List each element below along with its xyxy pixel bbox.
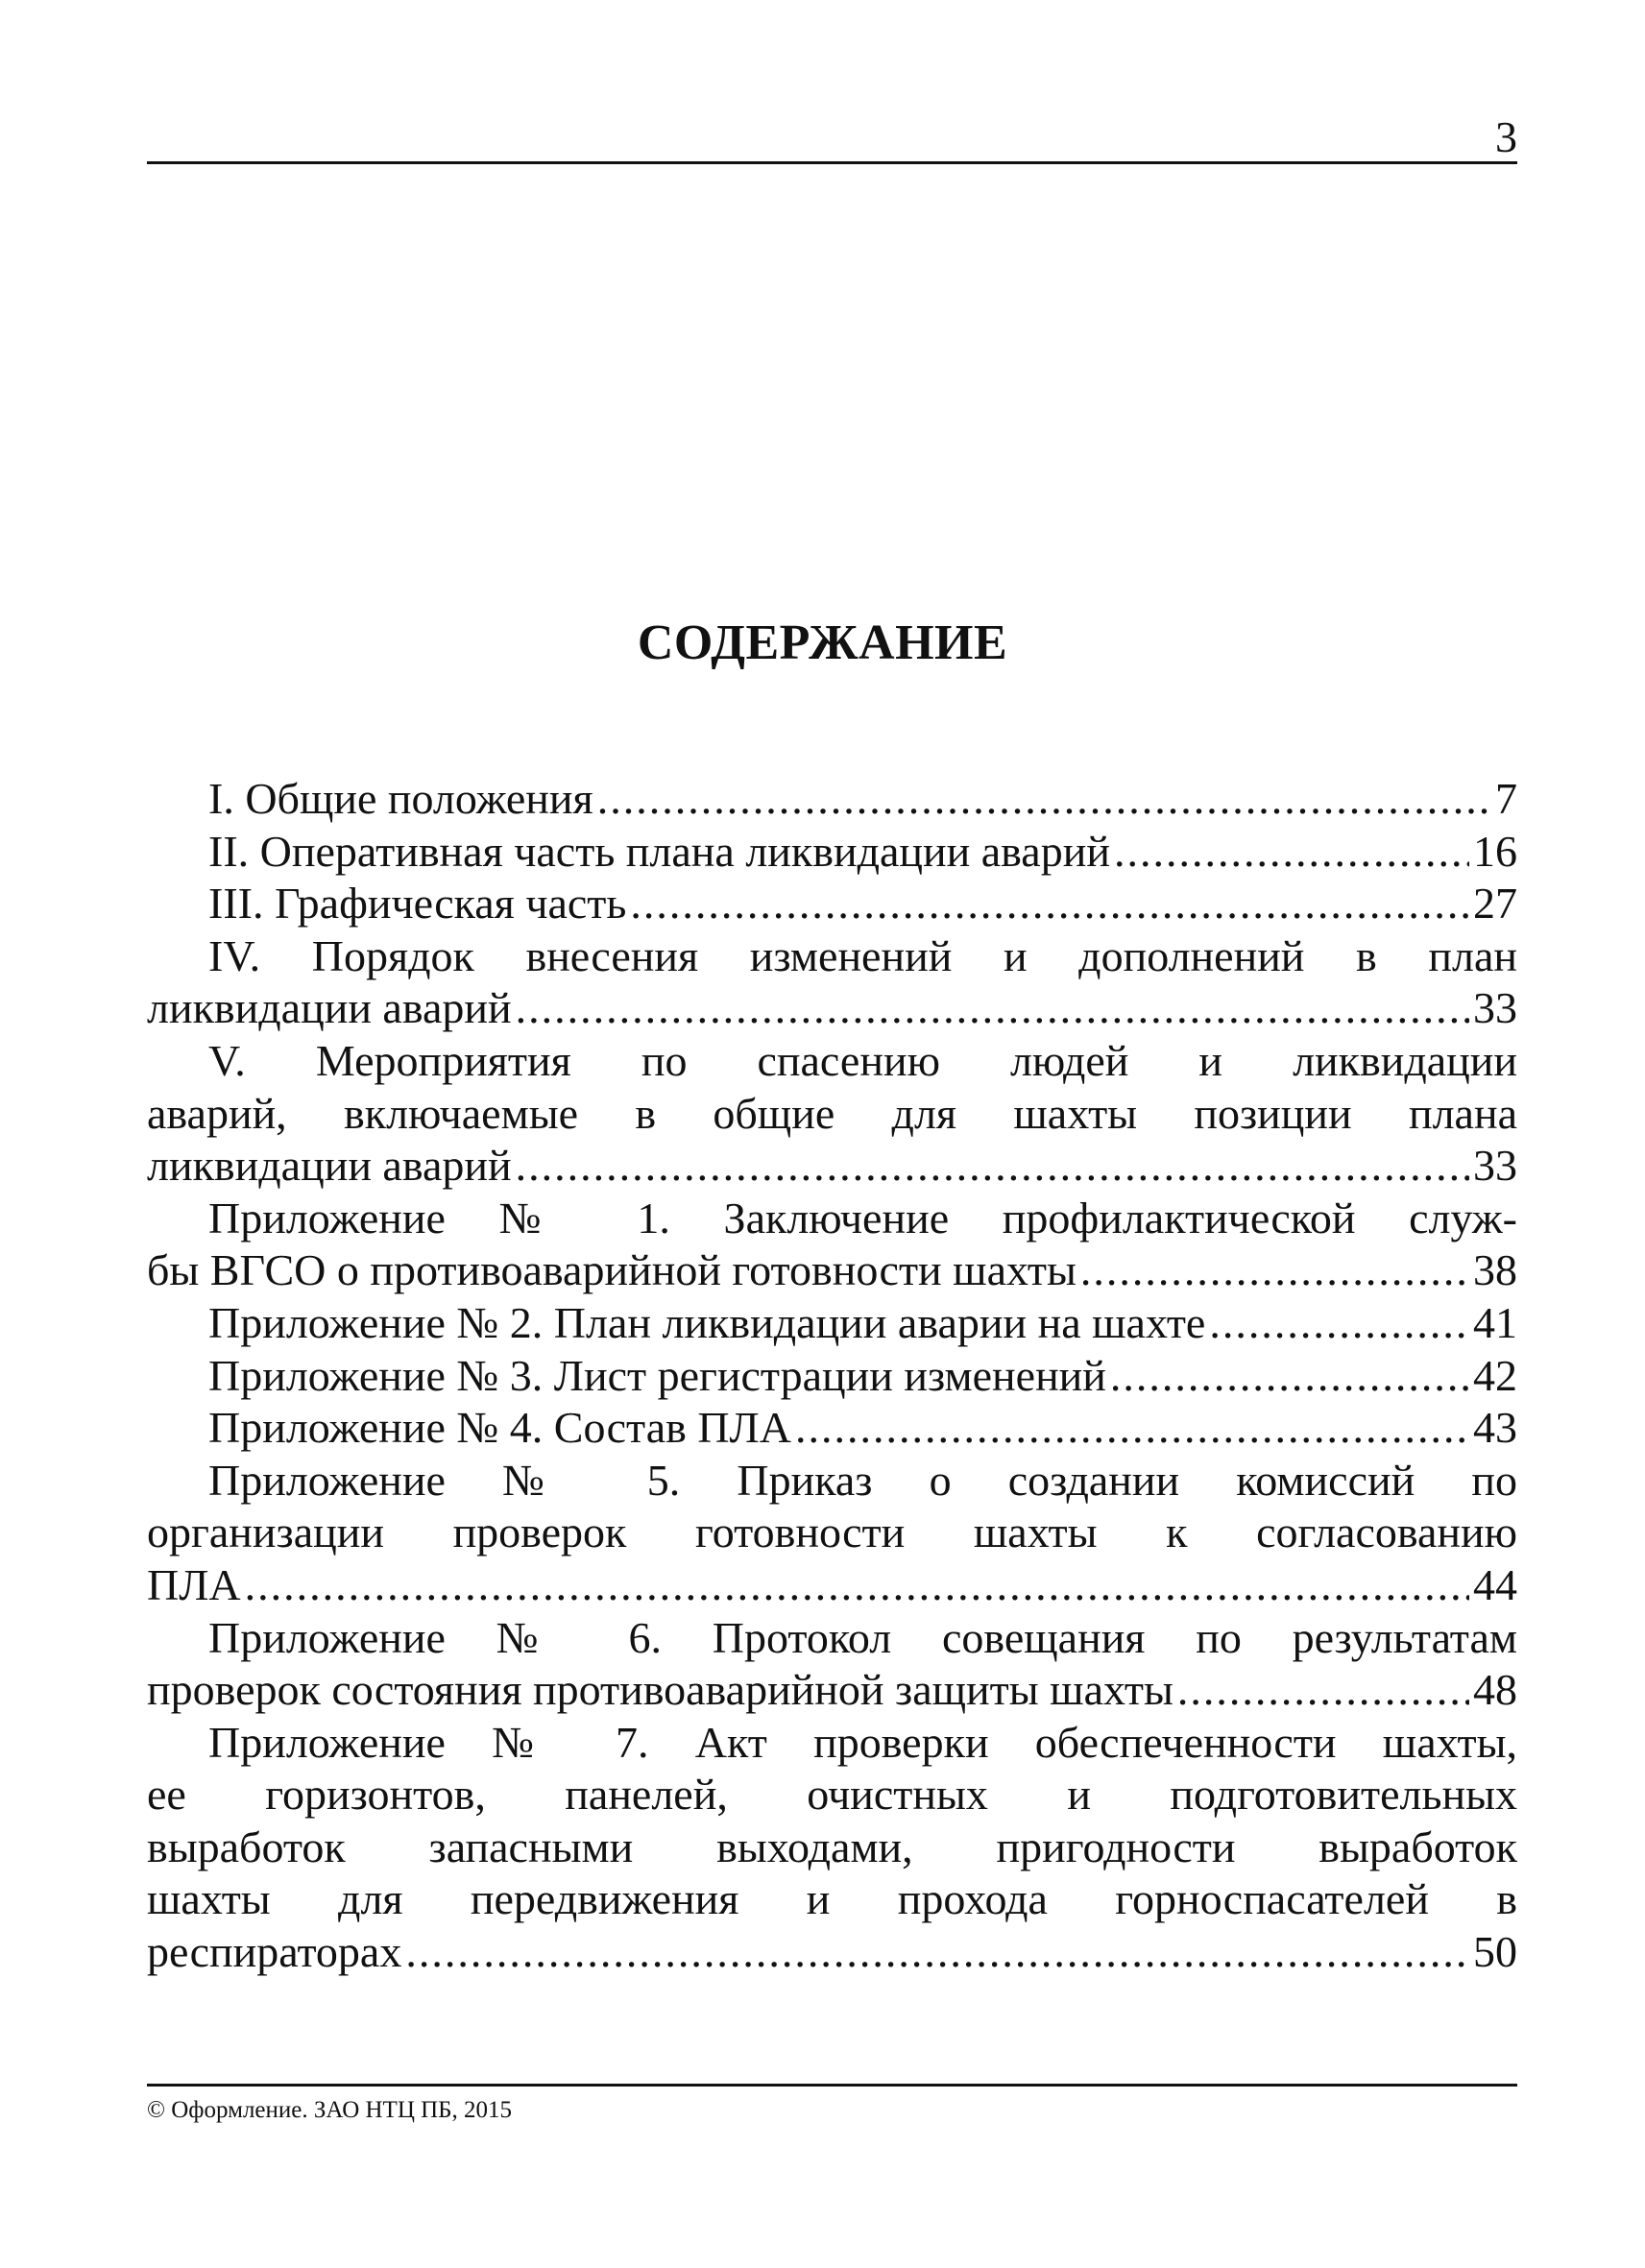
toc-page-number: 43	[1473, 1403, 1517, 1453]
toc-entry-last-line	[147, 1140, 1517, 1193]
toc-entry-last-line	[147, 1559, 1517, 1612]
toc-page-number: 33	[1473, 983, 1517, 1033]
toc-entry	[147, 1350, 1517, 1403]
dot-leader	[1209, 1297, 1469, 1350]
toc-page-number: 41	[1473, 1297, 1517, 1347]
footer-copyright: © Оформление. ЗАО НТЦ ПБ, 2015	[147, 2097, 513, 2123]
toc-entry-text: организации проверок готовности шахты к согласованию	[147, 1508, 1517, 1557]
dot-leader	[1114, 826, 1469, 879]
toc-entry-line	[147, 1035, 1517, 1088]
toc-page-number: 27	[1473, 879, 1517, 929]
table-of-contents	[147, 773, 1517, 1979]
toc-entry-line	[147, 1612, 1517, 1665]
toc-entry-line	[147, 1193, 1517, 1245]
toc-entry-text: Приложение № 6. Протокол совещания по результатам	[208, 1612, 1517, 1662]
footer-rule	[147, 2084, 1517, 2087]
toc-page-number: 38	[1473, 1245, 1517, 1295]
toc-entry-last-line	[147, 1244, 1517, 1297]
toc-entry	[147, 1297, 1517, 1350]
toc-page-number: 42	[1473, 1350, 1517, 1400]
dot-leader	[516, 982, 1469, 1035]
toc-entry	[147, 878, 1517, 930]
toc-entry-last-line	[147, 1350, 1517, 1403]
toc-page-number: 48	[1473, 1665, 1517, 1715]
toc-entry	[147, 1035, 1517, 1193]
page-number: 3	[1495, 112, 1517, 161]
toc-entry-last-line	[147, 826, 1517, 879]
dot-leader	[245, 1559, 1469, 1612]
toc-entry-text: Приложение № 4. Состав ПЛА	[208, 1403, 791, 1453]
toc-entry-text: ликвидации аварий	[147, 983, 512, 1033]
dot-leader	[630, 878, 1469, 930]
toc-entry-text: шахты для передвижения и прохода горноспасателей в	[147, 1874, 1517, 1924]
toc-entry-text: ее горизонтов, панелей, очистных и подготовительных	[147, 1770, 1517, 1820]
toc-entry-text: Приложение № 7. Акт проверки обеспеченности шахты,	[208, 1717, 1517, 1767]
toc-entry-last-line	[147, 1402, 1517, 1455]
toc-entry	[147, 1193, 1517, 1297]
toc-entry	[147, 773, 1517, 826]
toc-entry	[147, 1717, 1517, 1979]
dot-leader	[795, 1402, 1469, 1455]
toc-entry-text: Приложение № 2. План ликвидации аварии на шахте	[208, 1297, 1206, 1347]
toc-entry-line	[147, 1873, 1517, 1926]
toc-entry	[147, 930, 1517, 1035]
toc-page-number: 44	[1473, 1559, 1517, 1609]
toc-entry-text: ликвидации аварий	[147, 1141, 512, 1191]
toc-entry-line	[147, 930, 1517, 983]
toc-entry-last-line	[147, 982, 1517, 1035]
toc-entry-text: Приложение № 3. Лист регистрации изменений	[208, 1350, 1106, 1400]
dot-leader	[1177, 1664, 1469, 1717]
toc-entry-text: IV. Порядок внесения изменений и дополнений в план	[208, 930, 1517, 980]
toc-entry-line	[147, 1822, 1517, 1874]
toc-page-number: 33	[1473, 1141, 1517, 1191]
dot-leader	[1110, 1350, 1469, 1403]
toc-entry-text: I. Общие положения	[208, 774, 593, 823]
toc-entry-text: Приложение № 1. Заключение профилактической служ-	[208, 1193, 1517, 1243]
toc-entry-text: V. Мероприятия по спасению людей и ликвидации	[208, 1035, 1517, 1085]
dot-leader	[516, 1140, 1469, 1193]
toc-entry-last-line	[147, 1926, 1517, 1979]
toc-entry-line	[147, 1717, 1517, 1770]
dot-leader	[405, 1926, 1469, 1979]
toc-page-number: 50	[1473, 1927, 1517, 1977]
page-title: СОДЕРЖАНИЕ	[637, 615, 1008, 670]
toc-entry-text: аварий, включаемые в общие для шахты позиции плана	[147, 1088, 1517, 1138]
toc-entry-line	[147, 1088, 1517, 1141]
toc-entry-last-line	[147, 1297, 1517, 1350]
toc-page-number: 7	[1495, 774, 1517, 823]
toc-entry-text: бы ВГСО о противоаварийной готовности шахты	[147, 1245, 1077, 1295]
toc-entry-text: проверок состояния противоаварийной защиты шахты	[147, 1665, 1173, 1715]
toc-entry-text: ПЛА	[147, 1559, 241, 1609]
toc-entry-last-line	[147, 878, 1517, 930]
toc-entry-line	[147, 1455, 1517, 1508]
toc-entry-last-line	[147, 1664, 1517, 1717]
toc-entry-last-line	[147, 773, 1517, 826]
toc-entry-line	[147, 1507, 1517, 1559]
toc-entry-text: Приложение № 5. Приказ о создании комиссий по	[208, 1455, 1517, 1505]
header-rule	[147, 161, 1517, 164]
toc-entry	[147, 826, 1517, 879]
toc-entry-line	[147, 1769, 1517, 1822]
toc-entry	[147, 1455, 1517, 1612]
dot-leader	[597, 773, 1491, 826]
dot-leader	[1080, 1244, 1469, 1297]
toc-entry-text: III. Графическая часть	[208, 879, 627, 929]
toc-entry	[147, 1612, 1517, 1717]
toc-entry-text: выработок запасными выходами, пригодности выработок	[147, 1822, 1517, 1871]
toc-page-number: 16	[1473, 826, 1517, 876]
toc-entry-text: респираторах	[147, 1927, 402, 1977]
toc-entry	[147, 1402, 1517, 1455]
toc-entry-text: II. Оперативная часть плана ликвидации аварий	[208, 826, 1110, 876]
